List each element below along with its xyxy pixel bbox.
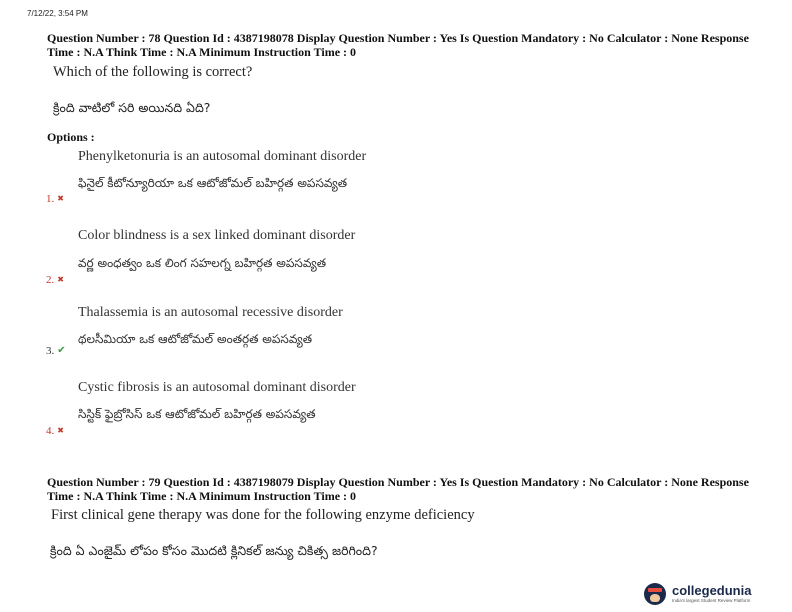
option-number-label: 3. <box>46 345 55 357</box>
timestamp: 7/12/22, 3:54 PM <box>27 9 88 18</box>
cross-icon: ✖ <box>57 194 64 203</box>
option-1-number <box>46 193 64 205</box>
option-2-text-te: వర్ణ అంధత్వం ఒక లింగ సహలగ్న బహిర్గత అపసవ్యత <box>78 256 327 270</box>
question-78-text-te: క్రింది వాటిలో సరి అయినది ఏది? <box>53 100 211 115</box>
option-4-number <box>46 425 64 437</box>
cross-icon: ✖ <box>57 426 64 435</box>
question-78-text-en: Which of the following is correct? <box>53 64 253 80</box>
cross-icon: ✖ <box>57 275 64 284</box>
option-number-label: 4. <box>46 425 55 437</box>
option-3-text-en: Thalassemia is an autosomal recessive disorder <box>78 305 343 320</box>
option-2-text-en: Color blindness is a sex linked dominant disorder <box>78 228 356 243</box>
question-78-meta-line1: Question Number : 78 Question Id : 4387198078 Display Question Number : Yes Is Question Mandatory : No Calculator : None Response <box>47 31 749 45</box>
logo-name: collegedunia <box>672 583 752 599</box>
option-number-label: 2. <box>46 274 55 286</box>
mascot-icon <box>644 583 666 605</box>
option-4-text-en: Cystic fibrosis is an autosomal dominant disorder <box>78 380 356 395</box>
question-79-meta-line1: Question Number : 79 Question Id : 4387198079 Display Question Number : Yes Is Question Mandatory : No Calculator : None Response <box>47 475 749 489</box>
options-label: Options : <box>47 130 95 144</box>
option-3-text-te: థలసీమియా ఒక ఆటోజోమల్ అంతర్గత అపసవ్యత <box>78 332 313 346</box>
check-icon: ✔ <box>57 345 66 356</box>
option-1-text-te: ఫినైల్ కీటోన్యూరియా ఒక ఆటోజోమల్ బహిర్గత అపసవ్యత <box>78 176 348 190</box>
collegedunia-logo <box>644 582 751 606</box>
option-2-number <box>46 274 64 286</box>
option-1-text-en: Phenylketonuria is an autosomal dominant disorder <box>78 149 367 164</box>
option-number-label: 1. <box>46 193 55 205</box>
question-79-text-en: First clinical gene therapy was done for the following enzyme deficiency <box>51 507 475 523</box>
question-78-meta-line2: Time : N.A Think Time : N.A Minimum Instruction Time : 0 <box>47 45 357 59</box>
logo-tagline: India's largest Student Review Platform <box>672 598 751 604</box>
question-79-meta-line2: Time : N.A Think Time : N.A Minimum Instruction Time : 0 <box>47 489 357 503</box>
question-79-text-te: క్రింది ఏ ఎంజైమ్ లోపం కోసం మొదటి క్లినికల్ జన్యు చికిత్స జరిగింది? <box>50 543 378 558</box>
option-4-text-te: సిస్టిక్ ఫైబ్రోసిస్ ఒక ఆటోజోమల్ బహిర్గత అపసవ్యత <box>78 407 316 421</box>
option-3-number <box>46 345 66 357</box>
